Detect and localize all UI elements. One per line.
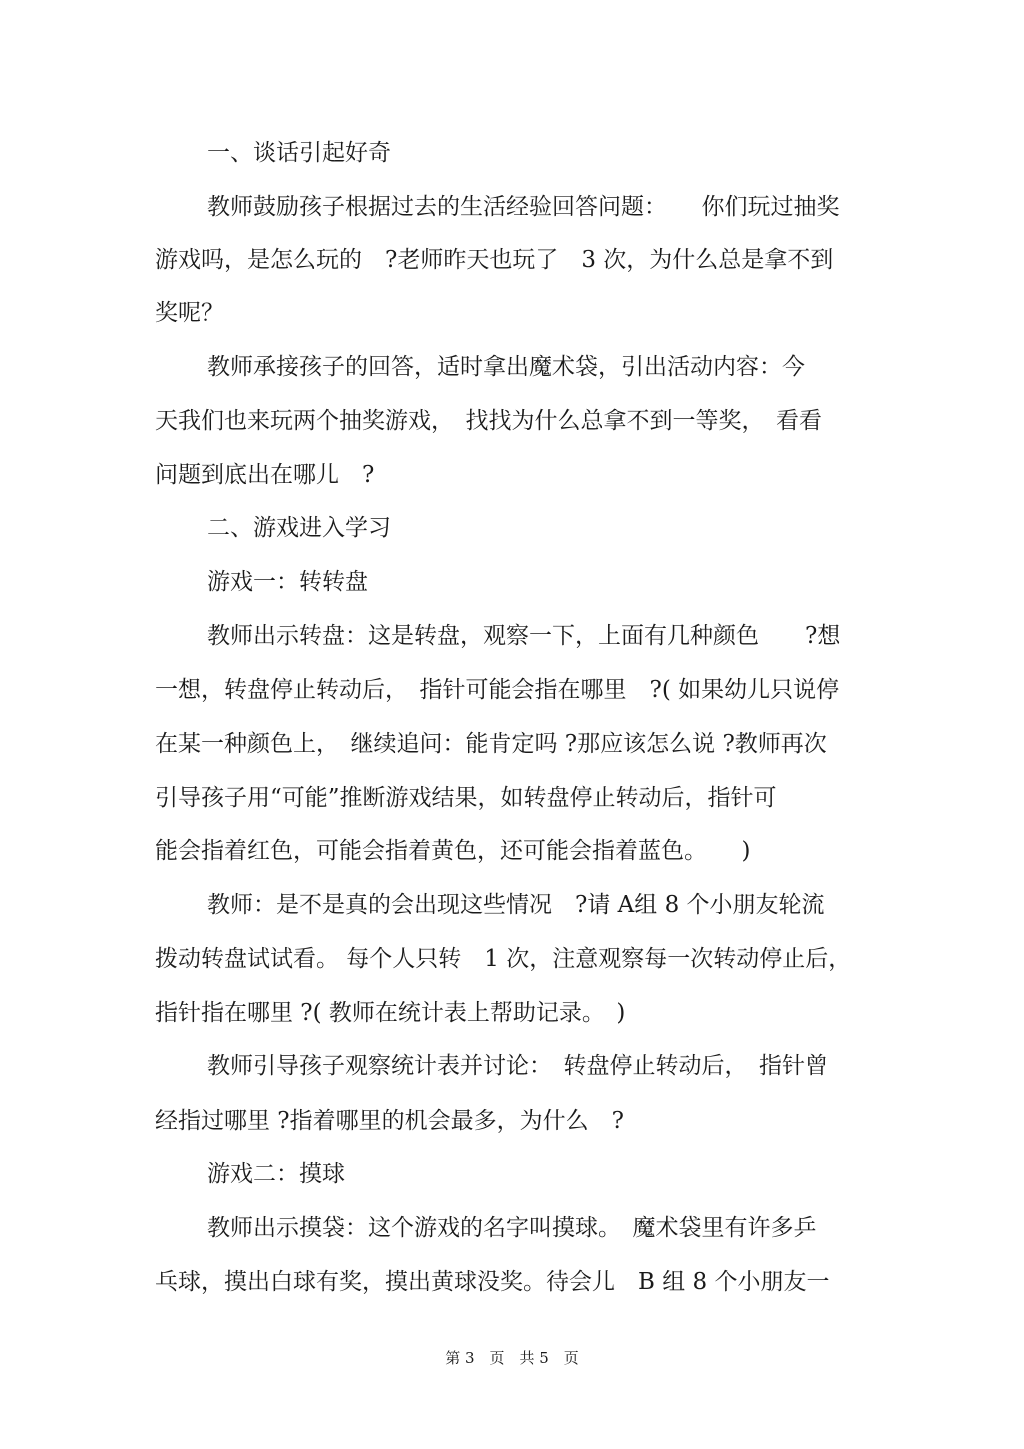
subheading-game-1: 游戏一：转转盘 (207, 569, 368, 595)
paragraph-line: 一想，转盘停止转动后， 指针可能会指在哪里 ?( 如果幼儿只说停 (155, 677, 840, 703)
paragraph-line: 拨动转盘试试看。 每个人只转 1 次，注意观察每一次转动停止后， (155, 946, 852, 972)
paragraph-line: 游戏吗，是怎么玩的 ?老师昨天也玩了 3 次，为什么总是拿不到 (155, 247, 834, 273)
page-footer: 第 3 页 共 5 页 (445, 1349, 579, 1367)
heading-2: 二、游戏进入学习 (207, 515, 391, 541)
paragraph-line: 天我们也来玩两个抽奖游戏， 找找为什么总拿不到一等奖， 看看 (155, 408, 822, 434)
paragraph-line: 指针指在哪里 ?( 教师在统计表上帮助记录。 ) (155, 1000, 626, 1026)
paragraph-line: 乓球，摸出白球有奖，摸出黄球没奖。待会儿 B 组 8 个小朋友一 (155, 1269, 830, 1295)
paragraph-line: 教师承接孩子的回答，适时拿出魔术袋，引出活动内容：今 (207, 354, 805, 380)
paragraph-line: 在某一种颜色上， 继续追问：能肯定吗 ?那应该怎么说 ?教师再次 (155, 731, 827, 757)
heading-1: 一、谈话引起好奇 (207, 140, 391, 166)
paragraph-line: 教师引导孩子观察统计表并讨论： 转盘停止转动后， 指针曾 (207, 1053, 828, 1079)
paragraph-line: 能会指着红色，可能会指着黄色，还可能会指着蓝色。 ) (155, 838, 751, 864)
paragraph-line: 引导孩子用“可能”推断游戏结果，如转盘停止转动后，指针可 (155, 785, 777, 811)
paragraph-line: 问题到底出在哪儿 ? (155, 462, 375, 488)
paragraph-line: 教师鼓励孩子根据过去的生活经验回答问题： 你们玩过抽奖 (207, 194, 840, 220)
paragraph-line: 奖呢？ (155, 300, 224, 326)
paragraph-line: 经指过哪里 ?指着哪里的机会最多，为什么 ? (155, 1108, 624, 1134)
subheading-game-2: 游戏二：摸球 (207, 1161, 345, 1187)
paragraph-line: 教师：是不是真的会出现这些情况 ?请 A组 8 个小朋友轮流 (207, 892, 825, 918)
paragraph-line: 教师出示摸袋：这个游戏的名字叫摸球。 魔术袋里有许多乒 (207, 1215, 817, 1241)
paragraph-line: 教师出示转盘：这是转盘，观察一下，上面有几种颜色 ?想 (207, 623, 841, 649)
